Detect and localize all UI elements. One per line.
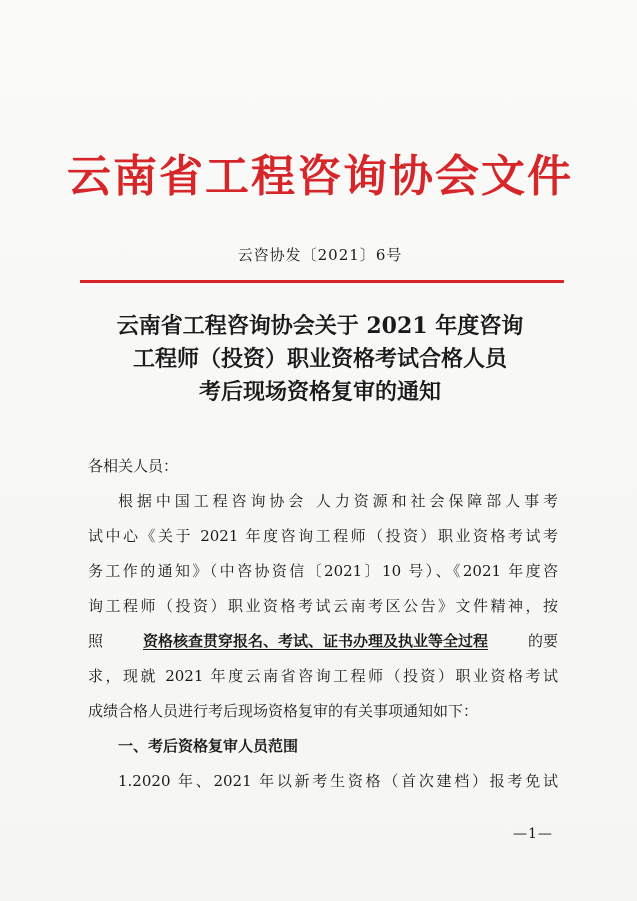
emphasized-requirement: 资格核查贯穿报名、考试、证书办理及执业等全过程 (142, 632, 488, 650)
paragraph-line: 询工程师（投资）职业资格考试云南考区公告》文件精神，按 (88, 597, 558, 615)
paragraph-line: 求，现就 2021 年度云南省咨询工程师（投资）职业资格考试 (88, 667, 558, 685)
section-heading: 一、考后资格复审人员范围 (118, 737, 299, 755)
paragraph-line: 试中心《关于 2021 年度咨询工程师（投资）职业资格考试考 (88, 527, 558, 545)
document-number: 云咨协发〔2021〕6号 (237, 246, 403, 264)
paragraph-line: 成绩合格人员进行考后现场资格复审的有关事项通知如下： (88, 702, 479, 720)
notice-title-line-1: 云南省工程咨询协会关于 2021 年度咨询 (116, 313, 524, 339)
notice-title-line-2: 工程师（投资）职业资格考试合格人员 (132, 346, 507, 372)
paragraph-line: 根据中国工程咨询协会 人力资源和社会保障部人事考 (118, 492, 558, 510)
org-header-title: 云南省工程咨询协会文件 (67, 151, 573, 202)
text-prefix: 照 (88, 632, 104, 650)
paragraph-line-emphasis (88, 631, 558, 651)
paragraph-line: 务工作的通知》（中咨协资信〔2021〕10 号）、《2021 年度咨 (88, 562, 558, 580)
red-divider (80, 280, 564, 283)
list-item: 1.2020 年、2021 年以新考生资格（首次建档）报考免试 (118, 772, 558, 790)
notice-title-line-3: 考后现场资格复审的通知 (198, 379, 441, 405)
text-suffix: 的要 (527, 632, 558, 650)
page-number: —1— (513, 826, 553, 842)
salutation: 各相关人员： (88, 457, 179, 475)
notice-title (60, 310, 580, 409)
